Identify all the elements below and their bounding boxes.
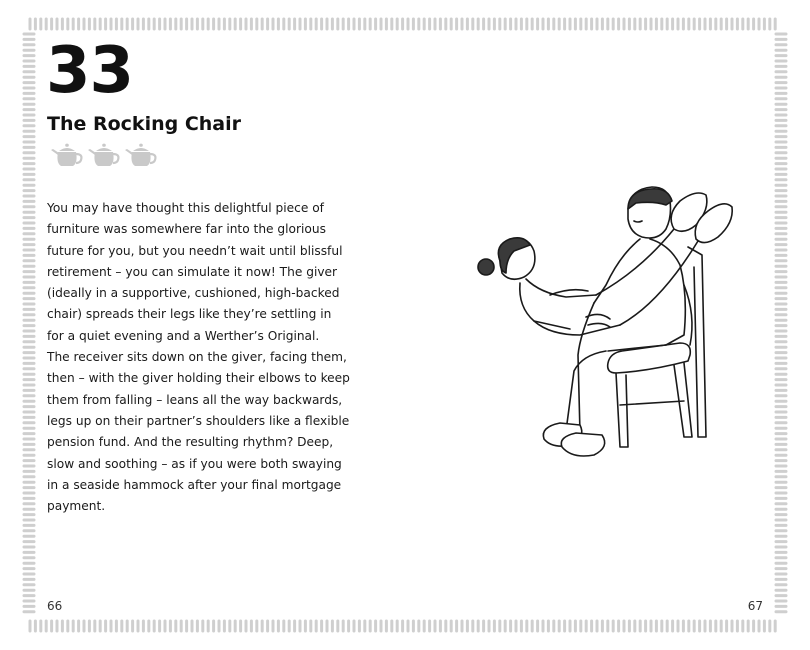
- teapot-icon: [87, 142, 121, 168]
- page-number-right: 67: [747, 599, 763, 613]
- description-line: chair) spreads their legs like they’re settling in: [47, 307, 332, 322]
- description-line: legs up on their partner’s shoulders like a flexible: [47, 413, 350, 428]
- description-line: slow and soothing – as if you were both swaying: [47, 456, 342, 471]
- position-number: 33: [46, 34, 134, 108]
- position-title: The Rocking Chair: [47, 113, 241, 135]
- description-line: furniture was somewhere far into the glorious: [47, 222, 326, 237]
- description-line: for a quiet evening and a Werther’s Original.: [47, 328, 320, 343]
- description-line: pension fund. And the resulting rhythm? Deep,: [47, 435, 334, 450]
- description-line: them from falling – leans all the way backwards,: [47, 392, 343, 407]
- page-number-left: 66: [47, 599, 63, 613]
- description-line: future for you, but you needn’t wait until blissful: [47, 243, 343, 258]
- description-line: (ideally in a supportive, cushioned, high-backed: [47, 286, 340, 301]
- teapot-icon: [124, 142, 158, 168]
- rocking-chair-illustration: [470, 175, 740, 475]
- description-line: payment.: [47, 499, 106, 514]
- description-line: You may have thought this delightful piece of: [47, 201, 324, 215]
- description-line: in a seaside hammock after your final mortgage: [47, 477, 342, 492]
- teapot-icon: [50, 142, 84, 168]
- description-line: The receiver sits down on the giver, facing them,: [47, 350, 347, 365]
- position-description: [47, 198, 357, 517]
- description-line: then – with the giver holding their elbows to keep: [47, 371, 350, 386]
- description-line: retirement – you can simulate it now! The giver: [47, 264, 338, 279]
- difficulty-rating: [50, 142, 158, 168]
